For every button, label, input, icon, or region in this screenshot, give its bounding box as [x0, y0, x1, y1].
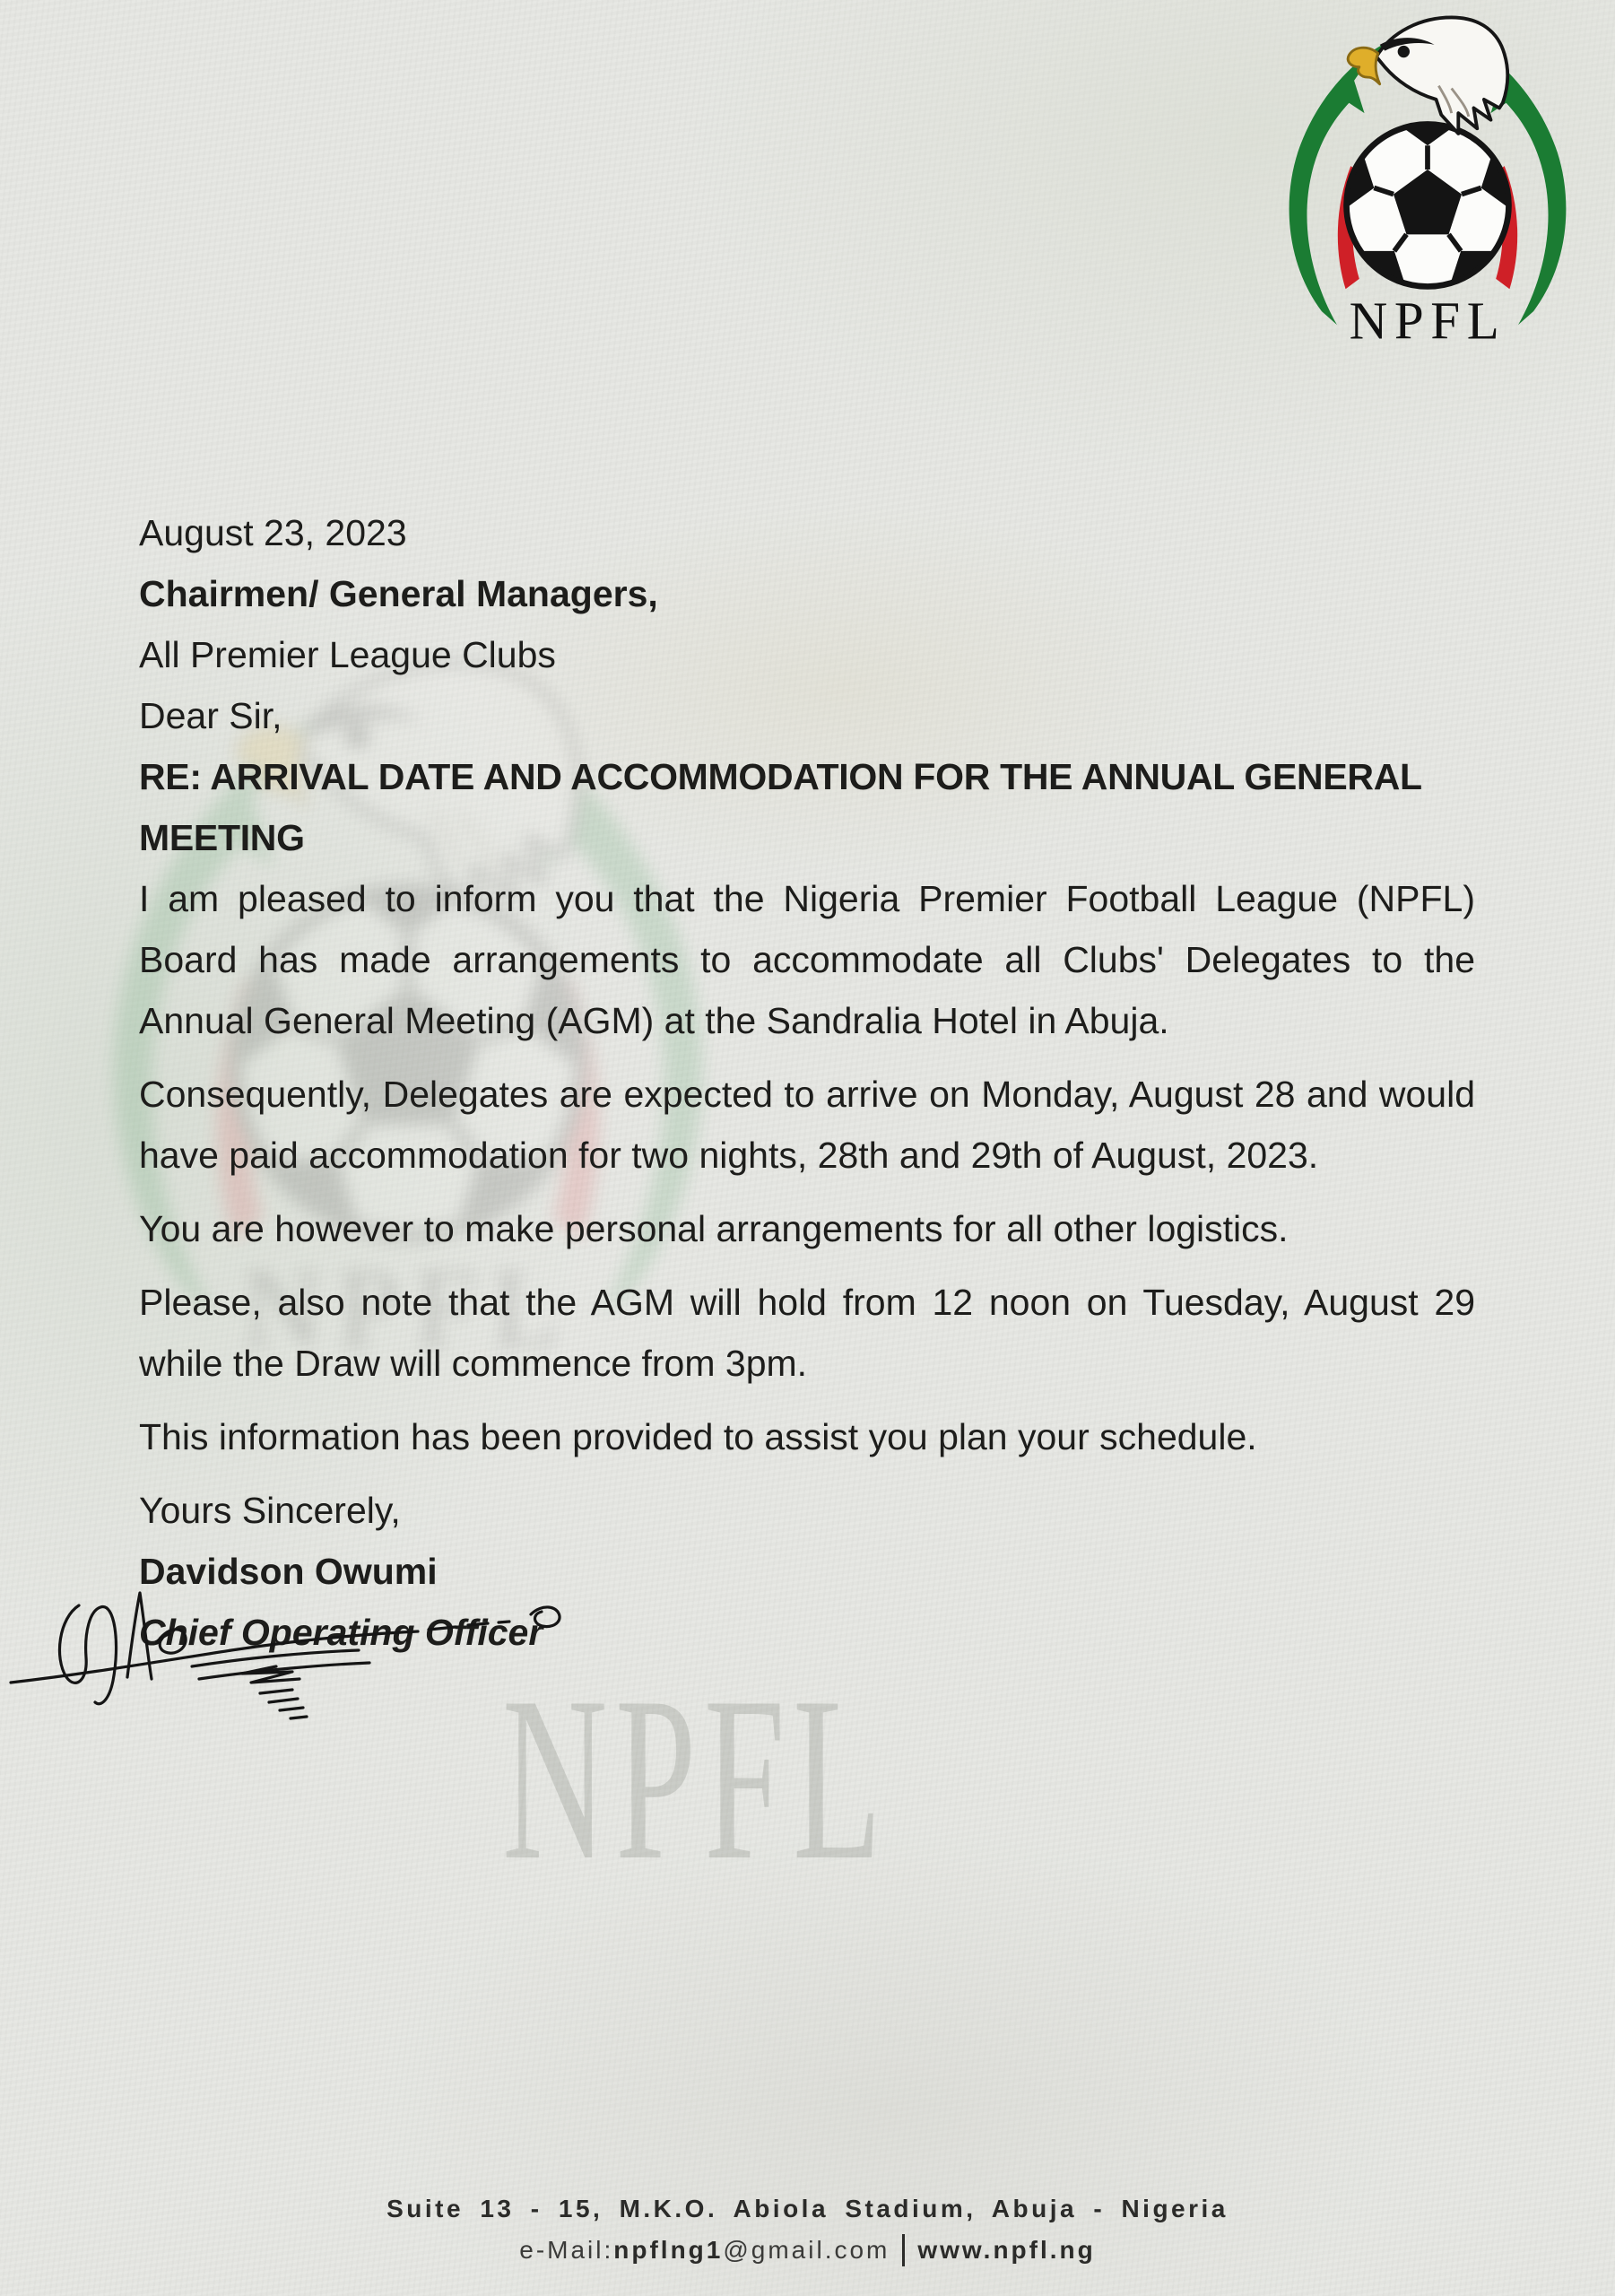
footer-contact	[0, 2230, 1615, 2271]
closing: Yours Sincerely,	[139, 1490, 401, 1531]
website-text: www.npfl.ng	[917, 2236, 1096, 2264]
paragraph: You are however to make personal arrangements for all other logistics.	[139, 1208, 1289, 1249]
paragraph: This information has been provided to assist you plan your schedule.	[139, 1416, 1257, 1457]
recipient-line: Chairmen/ General Managers,	[139, 573, 658, 614]
salutation: Dear Sir,	[139, 695, 282, 736]
recipient-line: All Premier League Clubs	[139, 634, 556, 675]
letter-footer	[0, 2188, 1615, 2271]
email-domain: @gmail.com	[723, 2236, 890, 2264]
watermark-text: NPFL	[502, 1648, 890, 1909]
signature-scribble	[7, 1578, 635, 1729]
email-user: npflng1	[613, 2236, 724, 2264]
letter-body	[139, 502, 1475, 1663]
paragraph: Please, also note that the AGM will hold from 12 noon on Tuesday, August 29 while the Draw will commence from 3pm.	[139, 1282, 1475, 1384]
signatory-title: Chief Operating Officer	[139, 1612, 543, 1653]
subject-line: RE: ARRIVAL DATE AND ACCOMMODATION FOR THE ANNUAL GENERAL MEETING	[139, 756, 1422, 858]
paragraph: I am pleased to inform you that the Nigeria Premier Football League (NPFL) Board has made arrangements to accommodate all Clubs' Delegates to the Annual General Meeting (AGM) at the Sandralia Hotel in Abuja.	[139, 878, 1475, 1041]
footer-address: Suite 13 - 15, M.K.O. Abiola Stadium, Abuja - Nigeria	[386, 2195, 1229, 2222]
letter-date: August 23, 2023	[139, 512, 407, 553]
email-label: e-Mail:	[519, 2236, 614, 2264]
paragraph: Consequently, Delegates are expected to arrive on Monday, August 28 and would have paid accommodation for two nights, 28th and 29th of August, 2023.	[139, 1074, 1475, 1176]
signatory-name: Davidson Owumi	[139, 1551, 438, 1592]
separator-bar	[902, 2234, 905, 2266]
npfl-logo	[1248, 7, 1607, 349]
